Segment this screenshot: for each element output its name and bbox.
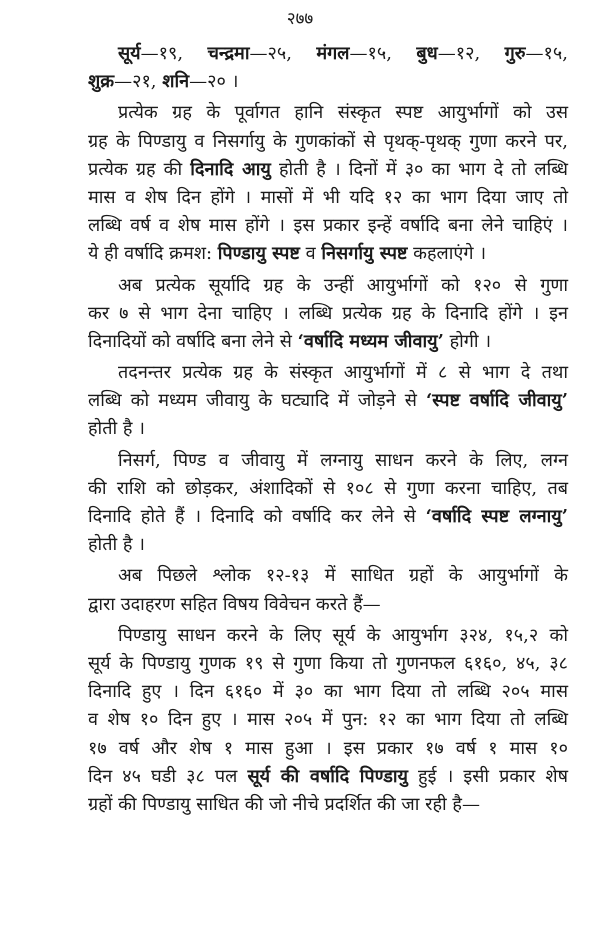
paragraph xyxy=(88,272,568,357)
text-run: दिनादि होते हैं । दिनादि को वर्षादि कर लेने से xyxy=(88,506,426,527)
text-run: लब्धि वर्ष व शेष मास होंगे । इस प्रकार इन्हें वर्षादि बना लेने चाहिएं । xyxy=(88,215,568,237)
bold-term: सूर्य की वर्षादि पिण्डायु xyxy=(247,765,408,787)
text-line xyxy=(88,562,568,590)
paragraph xyxy=(88,622,568,819)
text-run: —१९, xyxy=(140,43,208,64)
text-run: तदनन्तर प्रत्येक ग्रह के संस्कृत आयुर्भागों में ८ से भाग दे तथा xyxy=(118,362,568,384)
text-line xyxy=(88,791,568,819)
text-line xyxy=(88,591,568,619)
text-line xyxy=(88,359,568,387)
bold-term: ‘वर्षादि स्पष्ट लग्नायु’ xyxy=(425,506,569,527)
text-run: —२० । xyxy=(189,71,239,93)
paragraph xyxy=(88,99,568,268)
bold-term: बुध xyxy=(416,43,438,64)
text-run: की राशि को छोड़कर, अंशादिकों से १०८ से गुणा करना चाहिए, तब xyxy=(88,477,568,499)
text-run: दिनादि हुए । दिन ६१६० में ३० का भाग दिया तो लब्धि २०५ मास xyxy=(88,681,568,703)
text-run: मास व शेष दिन होंगे । मासों में भी यदि १२ का भाग दिया जाए तो xyxy=(88,186,568,208)
text-run: ये ही वर्षादि क्रमश: xyxy=(88,243,218,265)
text-line xyxy=(88,503,568,531)
text-run: व शेष १० दिन हुए । मास २०५ में पुन: १२ का भाग दिया तो लब्धि xyxy=(88,709,568,731)
text-line xyxy=(88,240,568,268)
text-line xyxy=(88,328,568,356)
text-run: प्रत्येक ग्रह के पूर्वागत हानि संस्कृत स्पष्ट आयुर्भागों को उस xyxy=(118,102,568,124)
text-line xyxy=(88,99,568,127)
bold-term: सूर्य xyxy=(118,43,141,64)
text-line xyxy=(88,763,568,791)
text-line xyxy=(88,40,568,68)
text-run: दिन ४५ घडी ३८ पल xyxy=(88,765,248,787)
page-number: २७७ xyxy=(286,9,314,29)
text-run: द्वारा उदाहरण सहित विषय विवेचन करते हैं— xyxy=(88,593,381,615)
text-line xyxy=(88,622,568,650)
text-run: —१५, xyxy=(349,43,417,64)
text-line xyxy=(88,650,568,678)
text-line xyxy=(88,212,568,240)
text-run: —१५, xyxy=(525,43,568,64)
text-run: सूर्य के पिण्डायु गुणक १९ से गुणा किया तो गुणनफल ६१६०, ४५, ३८ xyxy=(88,652,568,674)
text-run: —२५, xyxy=(249,43,317,64)
text-line xyxy=(88,128,568,156)
text-run: अब पिछले श्लोक १२-१३ में साधित ग्रहों के आयुर्भागों के xyxy=(118,565,568,587)
text-line xyxy=(88,475,568,503)
text-run: होती है । दिनों में ३० का भाग दे तो लब्धि xyxy=(270,158,568,180)
paragraph xyxy=(88,562,568,618)
text-line xyxy=(88,272,568,300)
bold-term: निसर्गायु स्पष्ट xyxy=(321,243,408,265)
text-run: १७ वर्ष और शेष १ मास हुआ । इस प्रकार १७ वर्ष १ मास १० xyxy=(88,737,568,759)
bold-term: पिण्डायु स्पष्ट xyxy=(217,243,300,265)
text-run: ग्रहों की पिण्डायु साधित की जो नीचे प्रदर्शित की जा रही है— xyxy=(88,793,480,815)
text-run: लब्धि को मध्यम जीवायु के घट्यादि में जोड़ने से xyxy=(88,390,427,412)
text-line xyxy=(88,706,568,734)
text-line xyxy=(88,735,568,763)
text-run: —२१, xyxy=(114,71,163,93)
text-run: प्रत्येक ग्रह की xyxy=(88,158,191,180)
text-run: पिण्डायु साधन करने के लिए सूर्य के आयुर्भाग ३२४, १५,२ को xyxy=(118,624,568,646)
text-run: दिनादियों को वर्षादि बना लेने से xyxy=(88,330,298,352)
paragraph xyxy=(88,40,568,96)
bold-term: मंगल xyxy=(316,43,350,64)
text-run: —१२, xyxy=(437,43,505,64)
bold-term: गुरु xyxy=(504,43,526,64)
text-line xyxy=(88,387,568,415)
text-line xyxy=(88,531,568,559)
text-run: निसर्ग, पिण्ड व जीवायु में लग्नायु साधन करने के लिए, लग्न xyxy=(118,449,568,471)
text-run: ग्रह के पिण्डायु व निसर्गायु के गुणकांकों से पृथक्-पृथक् गुणा करने पर, xyxy=(88,130,568,152)
paragraph xyxy=(88,447,568,560)
text-run: होती है । xyxy=(88,418,145,440)
bold-term: ‘स्पष्ट वर्षादि जीवायु’ xyxy=(426,390,568,412)
bold-term: चन्द्रमा xyxy=(207,43,250,64)
text-run: अब प्रत्येक सूर्यादि ग्रह के उन्हीं आयुर्भागों को १२० से गुणा xyxy=(118,274,568,296)
text-line xyxy=(88,68,568,96)
text-run: कर ७ से भाग देना चाहिए । लब्धि प्रत्येक ग्रह के दिनादि होंगे । इन xyxy=(88,302,568,324)
text-run: हुई । इसी प्रकार शेष xyxy=(407,765,569,787)
text-line xyxy=(88,415,568,443)
text-line xyxy=(88,184,568,212)
text-line xyxy=(88,300,568,328)
text-run: व xyxy=(299,243,322,265)
text-line xyxy=(88,678,568,706)
text-line xyxy=(88,156,568,184)
paragraph xyxy=(88,359,568,444)
bold-term: शुक्र xyxy=(88,71,115,93)
text-run: कहलाएंगे । xyxy=(407,243,487,265)
bold-term: ‘वर्षादि मध्यम जीवायु’ xyxy=(297,330,444,352)
text-run: होती है । xyxy=(88,534,145,556)
bold-term: शनि xyxy=(162,71,190,93)
text-run: होगी । xyxy=(443,330,492,352)
text-line xyxy=(88,447,568,475)
page-body xyxy=(88,37,568,819)
bold-term: दिनादि आयु xyxy=(190,158,271,180)
